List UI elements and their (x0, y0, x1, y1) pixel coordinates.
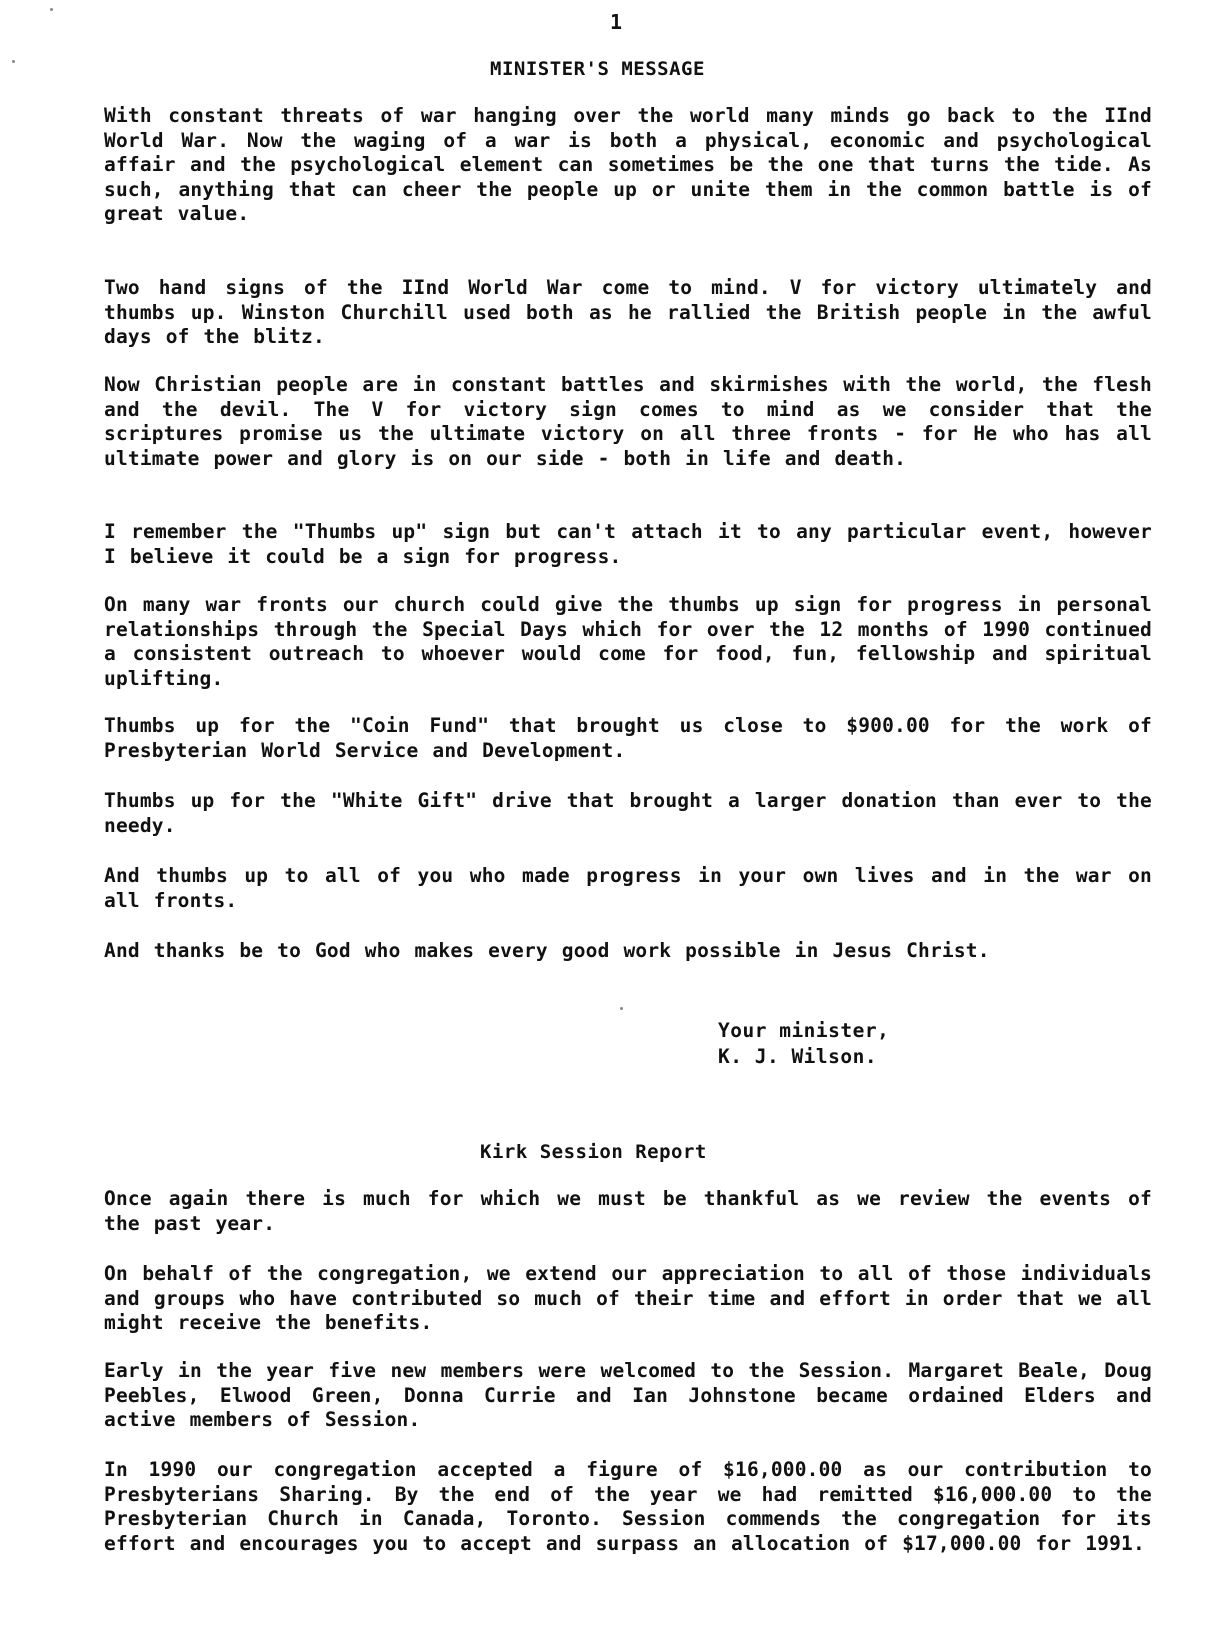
minister-paragraph: Thumbs up for the "Coin Fund" that brought us close to $900.00 for the work of Presbyterian World Service and Development. (104, 714, 1152, 762)
kirk-session-title: Kirk Session Report (480, 1141, 707, 1163)
minister-paragraph: On many war fronts our church could give the thumbs up sign for progress in personal relationships through the Special Days which for over the 12 months of 1990 continued a consistent outreach to whoever would come for food, fun, fellowship and spiritual uplifting. (104, 593, 1152, 690)
minister-message-title: MINISTER'S MESSAGE (490, 58, 705, 80)
scan-speck (620, 1007, 623, 1010)
minister-paragraph: I remember the "Thumbs up" sign but can't attach it to any particular event, however I believe it could be a sign for progress. (104, 520, 1152, 568)
minister-paragraph: Thumbs up for the "White Gift" drive that brought a larger donation than ever to the needy. (104, 789, 1152, 837)
signature-block (718, 1018, 889, 1070)
minister-paragraph: With constant threats of war hanging over the world many minds go back to the IInd World War. Now the waging of a war is both a physical, economic and psychological affair and the psychological element can sometimes be the one that turns the tide. As such, anything that can cheer the people up or unite them in the common battle is of great value. (104, 104, 1152, 225)
scan-speck (12, 60, 15, 63)
kirk-paragraph: On behalf of the congregation, we extend our appreciation to all of those individuals and groups who have contributed so much of their time and effort in order that we all might receive the benefits. (104, 1262, 1152, 1334)
signature-closing: Your minister, (718, 1019, 890, 1042)
minister-paragraph: Two hand signs of the IInd World War come to mind. V for victory ultimately and thumbs up. Winston Churchill used both as he rallied the British people in the awful days of the blitz. (104, 276, 1152, 348)
kirk-paragraph: Once again there is much for which we must be thankful as we review the events of the past year. (104, 1187, 1152, 1235)
signature-name: K. J. Wilson. (718, 1045, 878, 1068)
page-number: 1 (610, 10, 623, 34)
minister-paragraph: Now Christian people are in constant battles and skirmishes with the world, the flesh and the devil. The V for victory sign comes to mind as we consider that the scriptures promise us the ultimate victory on all three fronts - for He who has all ultimate power and glory is on our side - both in life and death. (104, 373, 1152, 470)
kirk-paragraph: In 1990 our congregation accepted a figure of $16,000.00 as our contribution to Presbyterians Sharing. By the end of the year we had remitted $16,000.00 to the Presbyterian Church in Canada, Toronto. Session commends the congregation for its effort and encourages you to accept and surpass an allocation of $17,000.00 for 1991. (104, 1458, 1152, 1555)
minister-paragraph: And thumbs up to all of you who made progress in your own lives and in the war on all fronts. (104, 864, 1152, 912)
scan-speck (50, 8, 53, 11)
kirk-paragraph: Early in the year five new members were welcomed to the Session. Margaret Beale, Doug Peebles, Elwood Green, Donna Currie and Ian Johnstone became ordained Elders and active members of Session. (104, 1359, 1152, 1431)
minister-paragraph: And thanks be to God who makes every good work possible in Jesus Christ. (104, 939, 990, 962)
